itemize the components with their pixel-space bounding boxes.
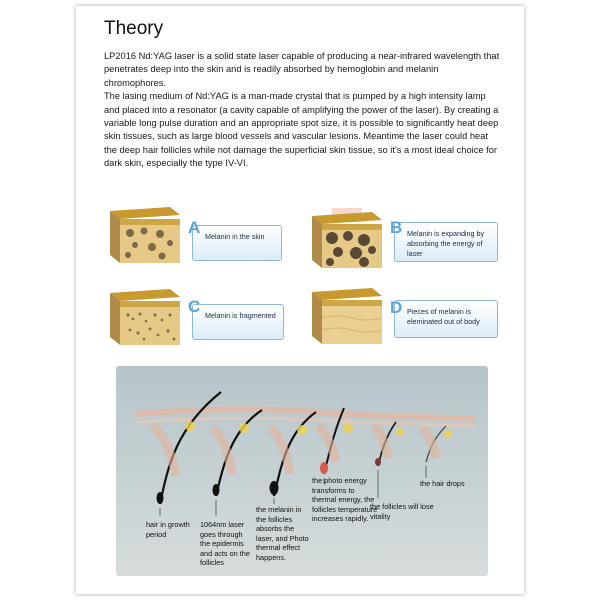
- hair-caption-3: the melanin in the follicles absorbs the laser, and Photo thermal effect happens.: [256, 505, 309, 562]
- hair-caption-6: the hair drops: [420, 479, 465, 488]
- hair-caption-4: the photo energy transforms to thermal energy, the follicles temperature increases rapidly.: [312, 476, 378, 524]
- follicle-5: [374, 422, 404, 466]
- stage-a-caption: Melanin in the skin: [192, 225, 282, 261]
- stage-b-illustration: [302, 208, 384, 270]
- stage-b-caption: Melanin is expanding by absorbing the energy of laser: [394, 222, 498, 262]
- stage-a-letter: A: [188, 218, 201, 237]
- stage-d-letter: D: [390, 298, 403, 317]
- hair-caption-5: the follicles will lose vitality: [370, 502, 434, 521]
- stage-d-caption: Pieces of melanin is eleminated out of body: [394, 300, 498, 338]
- stage-a-illustration: [100, 203, 182, 265]
- stage-c-caption: Melanin is fragmented: [192, 304, 284, 340]
- stage-d-illustration: [302, 284, 384, 346]
- intro-paragraph-2: The lasing medium of Nd:YAG is a man-made crystal that is pumped by a high intensity lamp and placed into a resonator (a cavity capable of amplifying the power of the laser). By creating a variable long pulse duration and an appropriate spot size, it is possible to significantly heat deep skin tissues, such as large blood vessels and vascular lesions. Meantime the laser could heat the deep hair follicles while not damage the superficial skin tissue, so it's a most ideal choice for dark skin, especially the type IV-VI.: [104, 91, 499, 169]
- hair-caption-1: hair in growth period: [146, 520, 190, 539]
- hair-caption-2: 1064nm laser goes through the epidermis and acts on the follicles: [200, 520, 250, 568]
- stage-b-letter: B: [390, 218, 403, 237]
- follicle-2: [212, 410, 262, 496]
- follicle-4: [318, 408, 353, 474]
- follicle-6: [422, 426, 452, 462]
- stage-c-illustration: [100, 285, 182, 347]
- intro-paragraph-1: LP2016 Nd:YAG laser is a solid state laser capable of producing a near-infrared wavelength that penetrates deep into the skin and is readily absorbed by hemoglobin and melanin chromophores.: [104, 51, 500, 88]
- stage-c-letter: C: [188, 297, 201, 316]
- follicle-3: [270, 412, 317, 496]
- page-title: Theory: [104, 18, 164, 39]
- intro-text: [104, 50, 500, 171]
